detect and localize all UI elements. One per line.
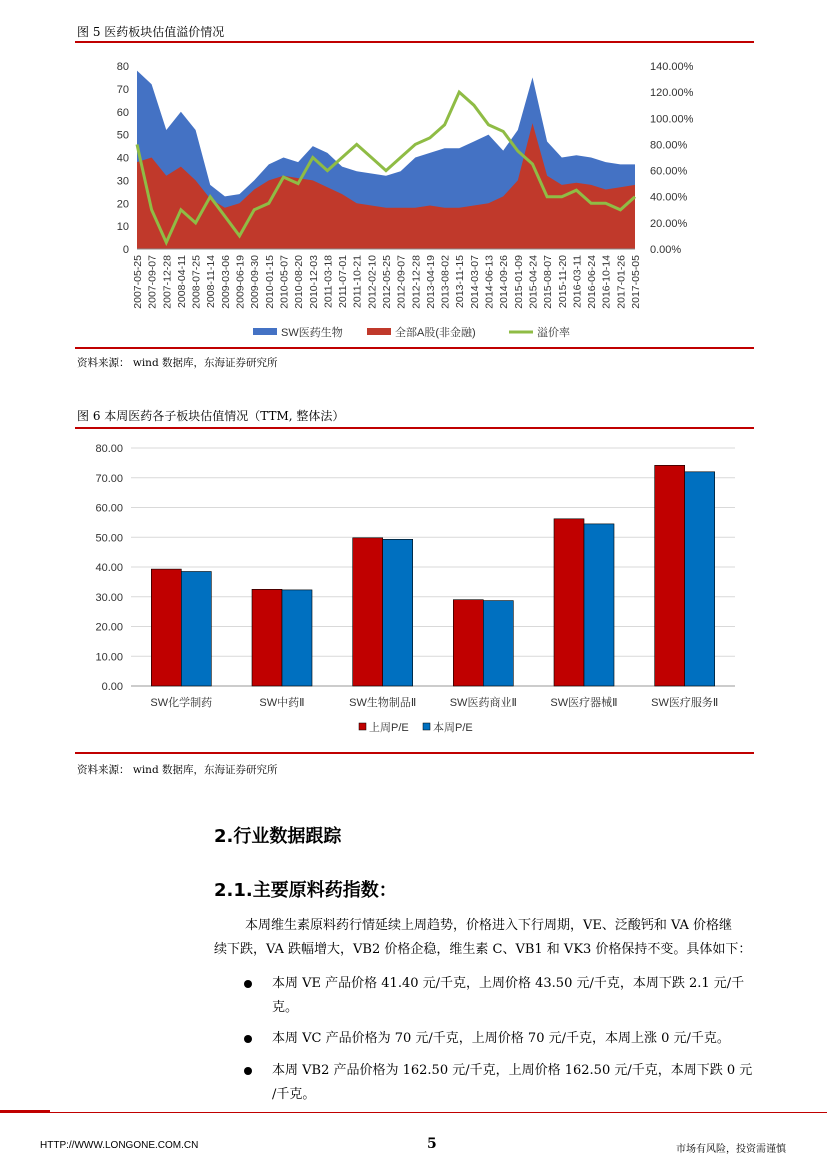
legend-swatch xyxy=(423,723,430,730)
footer-url[interactable]: HTTP://WWW.LONGONE.COM.CN xyxy=(40,1140,199,1151)
x-tick-label: 2015-01-09 xyxy=(512,255,525,309)
bullet-2-line-1: 本周 VC 产品价格为 70 元/千克，上周价格 70 元/千克，本周上涨 0 元/千克。 xyxy=(272,1031,730,1046)
x-tick-label: 2012-05-25 xyxy=(381,255,393,309)
y-left-tick-label: 0 xyxy=(122,244,129,256)
fig6-title: 图 6 本周医药各子板块估值情况（TTM, 整体法） xyxy=(77,409,345,423)
bar-0 xyxy=(151,569,181,686)
bullet-dot xyxy=(244,1067,252,1075)
legend-swatch xyxy=(367,328,391,335)
bar-1 xyxy=(282,590,312,686)
y-right-tick-label: 40.00% xyxy=(650,191,688,204)
fig5-source: 资料来源： wind 数据库，东海证券研究所 xyxy=(77,357,278,369)
legend-label: SW医药生物 xyxy=(281,327,343,339)
x-category-label: SW生物制品Ⅱ xyxy=(349,697,417,709)
legend-swatch xyxy=(253,328,277,335)
footer-disclaimer: 市场有风险，投资需谨慎 xyxy=(676,1144,786,1155)
y-left-tick-label: 50 xyxy=(116,129,129,142)
fig5-title: 图 5 医药板块估值溢价情况 xyxy=(77,25,225,39)
y-tick-label: 0.00 xyxy=(101,681,123,693)
bar-0 xyxy=(655,465,685,686)
legend-label: 全部A股(非金融) xyxy=(395,327,476,339)
bar-0 xyxy=(453,600,483,686)
x-tick-label: 2017-01-26 xyxy=(615,255,628,309)
x-tick-label: 2015-04-24 xyxy=(527,255,540,309)
x-tick-label: 2012-02-10 xyxy=(366,255,379,309)
x-tick-label: 2013-04-19 xyxy=(424,255,437,309)
bar-1 xyxy=(685,472,715,686)
x-tick-label: 2010-05-07 xyxy=(278,255,291,309)
x-tick-label: 2011-03-18 xyxy=(322,255,335,308)
y-tick-label: 10.00 xyxy=(95,651,123,664)
y-right-tick-label: 60.00% xyxy=(650,165,688,178)
bullet-dot xyxy=(244,1035,252,1043)
x-tick-label: 2012-12-28 xyxy=(410,255,423,309)
bar-1 xyxy=(584,524,614,686)
intro-line-1: 本周维生素原料药行情延续上周趋势，价格进入下行周期，VE、泛酸钙和 VA 价格继 xyxy=(245,918,733,933)
x-tick-label: 2014-03-07 xyxy=(468,255,481,309)
x-tick-label: 2015-11-20 xyxy=(556,255,569,308)
footer-accent xyxy=(0,1110,50,1113)
x-tick-label: 2011-10-21 xyxy=(351,255,364,308)
y-tick-label: 50.00 xyxy=(95,532,123,545)
y-right-tick-label: 0.00% xyxy=(650,244,682,256)
page-number: 5 xyxy=(427,1136,437,1152)
x-tick-label: 2007-09-07 xyxy=(146,255,159,309)
y-right-tick-label: 20.00% xyxy=(650,217,688,230)
x-tick-label: 2015-08-07 xyxy=(542,255,555,309)
bar-1 xyxy=(181,572,211,687)
x-tick-label: 2017-05-05 xyxy=(630,255,642,309)
fig6-source: 资料来源： wind 数据库，东海证券研究所 xyxy=(77,764,278,776)
y-left-tick-label: 30 xyxy=(116,175,129,188)
bullet-3-line-2: /千克。 xyxy=(272,1087,316,1102)
bar-0 xyxy=(252,589,282,686)
fig5-bottom-rule xyxy=(75,347,754,349)
legend-label: 本周P/E xyxy=(433,722,473,734)
x-tick-label: 2007-05-25 xyxy=(132,255,144,309)
x-tick-label: 2012-09-07 xyxy=(395,255,408,309)
y-right-tick-label: 100.00% xyxy=(650,113,694,126)
fig5-top-rule xyxy=(75,41,754,43)
y-left-tick-label: 60 xyxy=(116,106,129,119)
fig6-top-rule xyxy=(75,427,754,429)
y-tick-label: 20.00 xyxy=(95,621,123,634)
y-left-tick-label: 70 xyxy=(116,83,129,96)
x-tick-label: 2016-06-24 xyxy=(586,255,599,309)
y-left-tick-label: 20 xyxy=(116,198,129,211)
y-right-tick-label: 80.00% xyxy=(650,139,688,152)
footer-rule xyxy=(0,1112,827,1113)
intro-line-2: 续下跌，VA 跌幅增大，VB2 价格企稳，维生素 C、VB1 和 VK3 价格保持不变。具体如下： xyxy=(214,942,752,957)
legend-swatch xyxy=(359,723,366,730)
y-tick-label: 60.00 xyxy=(95,502,123,515)
x-tick-label: 2016-03-11 xyxy=(571,255,584,308)
x-tick-label: 2008-04-11 xyxy=(175,255,188,308)
bullet-1-line-2: 克。 xyxy=(272,1000,299,1015)
bar-0 xyxy=(554,519,584,686)
fig5-chart xyxy=(75,48,754,348)
x-category-label: SW化学制药 xyxy=(150,697,213,709)
x-tick-label: 2010-08-20 xyxy=(293,255,306,309)
x-tick-label: 2011-07-01 xyxy=(337,255,350,308)
y-tick-label: 40.00 xyxy=(95,562,123,574)
fig6-bottom-rule xyxy=(75,752,754,754)
section-heading: 2.行业数据跟踪 xyxy=(214,826,342,847)
x-tick-label: 2016-10-14 xyxy=(600,255,613,309)
bar-1 xyxy=(383,539,413,686)
x-tick-label: 2008-07-25 xyxy=(190,255,203,309)
y-tick-label: 30.00 xyxy=(95,591,123,604)
bar-1 xyxy=(483,601,513,686)
fig6-chart xyxy=(75,432,754,747)
x-tick-label: 2010-01-15 xyxy=(263,255,276,309)
x-tick-label: 2014-09-26 xyxy=(498,255,511,309)
y-left-tick-label: 10 xyxy=(116,221,129,234)
subsection-heading: 2.1.主要原料药指数： xyxy=(214,880,397,901)
bullet-1-line-1: 本周 VE 产品价格 41.40 元/千克，上周价格 43.50 元/千克，本周下跌 2.1 元/千 xyxy=(272,976,745,991)
x-category-label: SW医药商业Ⅱ xyxy=(449,697,517,709)
x-tick-label: 2009-09-30 xyxy=(249,255,262,309)
y-tick-label: 70.00 xyxy=(95,472,123,485)
x-tick-label: 2013-08-02 xyxy=(439,255,452,309)
legend-label: 上周P/E xyxy=(369,722,409,734)
x-tick-label: 2010-12-03 xyxy=(307,255,320,309)
x-category-label: SW医疗器械Ⅱ xyxy=(550,697,618,709)
x-tick-label: 2009-03-06 xyxy=(219,255,232,309)
y-left-tick-label: 80 xyxy=(116,61,129,73)
x-tick-label: 2008-11-14 xyxy=(205,255,218,308)
legend-label: 溢价率 xyxy=(537,327,570,339)
x-category-label: SW中药Ⅱ xyxy=(259,697,305,709)
y-tick-label: 80.00 xyxy=(95,443,123,455)
x-category-label: SW医疗服务Ⅱ xyxy=(651,697,719,709)
y-right-tick-label: 140.00% xyxy=(650,61,694,73)
x-tick-label: 2014-06-13 xyxy=(483,255,496,309)
x-tick-label: 2013-11-15 xyxy=(454,255,467,308)
bar-0 xyxy=(353,538,383,686)
bullet-dot xyxy=(244,980,252,988)
y-right-tick-label: 120.00% xyxy=(650,87,694,100)
x-tick-label: 2007-12-28 xyxy=(161,255,174,309)
y-left-tick-label: 40 xyxy=(116,152,129,165)
x-tick-label: 2009-06-19 xyxy=(234,255,247,309)
bullet-3-line-1: 本周 VB2 产品价格为 162.50 元/千克，上周价格 162.50 元/千克，本周下跌 0 元 xyxy=(272,1063,753,1078)
